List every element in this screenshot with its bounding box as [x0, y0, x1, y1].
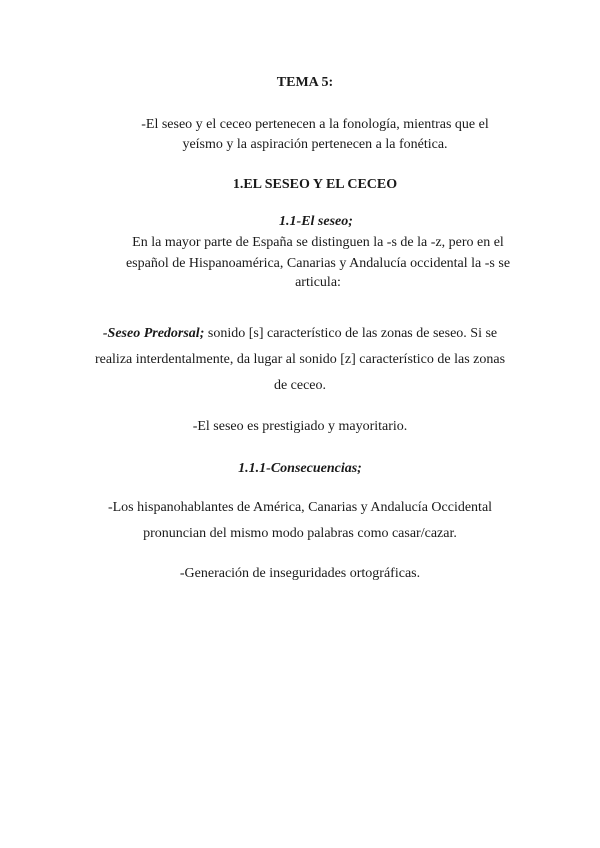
seseo-paragraph-line-1 [0, 325, 600, 343]
subsection-heading: 1.1-El seseo; [279, 214, 353, 229]
intro-line-1: -El seseo y el ceceo pertenecen a la fonología, mientras que el [141, 117, 489, 132]
prestige-line: -El seseo es prestigiado y mayoritario. [192, 419, 408, 434]
intro-line-2: yeísmo y la aspiración pertenecen a la fonética. [182, 137, 448, 152]
seseo-paragraph-line-2: realiza interdentalmente, da lugar al sonido [z] característico de las zonas [94, 352, 506, 367]
consequences-line-1: -Los hispanohablantes de América, Canarias y Andalucía Occidental [107, 500, 493, 515]
subsection-text-line-2: español de Hispanoamérica, Canarias y Andalucía occidental la -s se [125, 256, 511, 271]
consequences-heading: 1.1.1-Consecuencias; [238, 461, 362, 476]
subsection-text-line-1: En la mayor parte de España se distinguen la -s de la -z, pero en el [132, 235, 504, 250]
section-heading: 1.EL SESEO Y EL CECEO [232, 177, 398, 192]
seseo-paragraph-line-3: de ceceo. [273, 378, 327, 393]
subsection-text-line-3: articula: [295, 275, 341, 290]
document-title: TEMA 5: [276, 75, 334, 90]
seseo-term: -Seseo Predorsal; [102, 326, 205, 341]
consequences-line-2: pronuncian del mismo modo palabras como casar/cazar. [143, 526, 457, 541]
final-line: -Generación de inseguridades ortográficas. [179, 566, 421, 581]
seseo-text-first: sonido [s] característico de las zonas de seseo. Si se [204, 326, 498, 341]
